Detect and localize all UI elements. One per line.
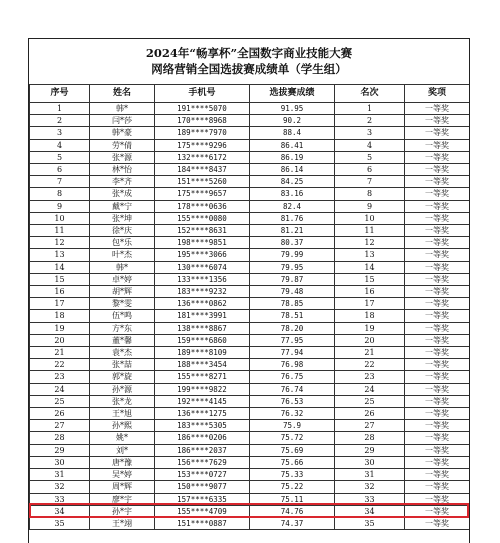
- cell-rank: 32: [335, 481, 405, 493]
- cell-score: 76.53: [250, 395, 335, 407]
- cell-seq: 5: [30, 151, 90, 163]
- table-row: [30, 298, 470, 310]
- table-row: [30, 188, 470, 200]
- cell-phone: 152****8631: [155, 225, 250, 237]
- cell-phone: 191****5070: [155, 103, 250, 115]
- table-row: [30, 359, 470, 371]
- cell-name: 闫*莎: [90, 115, 155, 127]
- cell-seq: 3: [30, 127, 90, 139]
- cell-phone: 155****0080: [155, 212, 250, 224]
- cell-name: 周*辉: [90, 481, 155, 493]
- cell-rank: 29: [335, 444, 405, 456]
- table-row: [30, 310, 470, 322]
- cell-rank: 22: [335, 359, 405, 371]
- cell-rank: 30: [335, 456, 405, 468]
- cell-award: 一等奖: [405, 420, 470, 432]
- cell-award: 一等奖: [405, 286, 470, 298]
- cell-score: 76.32: [250, 408, 335, 420]
- score-sheet-page: [28, 38, 470, 543]
- cell-rank: 25: [335, 395, 405, 407]
- cell-score: 79.48: [250, 286, 335, 298]
- cell-award: 一等奖: [405, 273, 470, 285]
- cell-name: 吴*婷: [90, 469, 155, 481]
- table-header-row: [30, 85, 470, 103]
- table-row: [30, 261, 470, 273]
- cell-score: 86.41: [250, 139, 335, 151]
- cell-award: 一等奖: [405, 359, 470, 371]
- cell-rank: 12: [335, 237, 405, 249]
- cell-phone: 175****9657: [155, 188, 250, 200]
- cell-phone: 186****0206: [155, 432, 250, 444]
- cell-score: 86.14: [250, 164, 335, 176]
- cell-rank: 33: [335, 493, 405, 505]
- cell-score: 77.94: [250, 347, 335, 359]
- table-row: [30, 456, 470, 468]
- cell-seq: 31: [30, 469, 90, 481]
- cell-seq: 30: [30, 456, 90, 468]
- cell-seq: 17: [30, 298, 90, 310]
- cell-name: 王*旭: [90, 408, 155, 420]
- cell-score: 79.99: [250, 249, 335, 261]
- cell-rank: 20: [335, 334, 405, 346]
- cell-award: 一等奖: [405, 505, 470, 517]
- cell-name: 叶*杰: [90, 249, 155, 261]
- cell-rank: 18: [335, 310, 405, 322]
- table-row: [30, 164, 470, 176]
- cell-seq: 23: [30, 371, 90, 383]
- cell-rank: 8: [335, 188, 405, 200]
- table-row: [30, 176, 470, 188]
- cell-phone: 136****0862: [155, 298, 250, 310]
- cell-award: 一等奖: [405, 212, 470, 224]
- cell-score: 79.87: [250, 273, 335, 285]
- cell-phone: 138****8867: [155, 322, 250, 334]
- cell-name: 袁*杰: [90, 347, 155, 359]
- cell-seq: 27: [30, 420, 90, 432]
- cell-award: 一等奖: [405, 395, 470, 407]
- table-row: [30, 493, 470, 505]
- cell-name: 王*翊: [90, 517, 155, 529]
- cell-score: 75.22: [250, 481, 335, 493]
- table-row: [30, 444, 470, 456]
- cell-award: 一等奖: [405, 176, 470, 188]
- table-row: [30, 347, 470, 359]
- cell-name: 林*怡: [90, 164, 155, 176]
- column-header-name: 姓名: [90, 85, 155, 103]
- table-row: [30, 432, 470, 444]
- cell-award: 一等奖: [405, 456, 470, 468]
- cell-rank: 7: [335, 176, 405, 188]
- cell-score: 81.21: [250, 225, 335, 237]
- table-row: [30, 249, 470, 261]
- cell-score: 75.66: [250, 456, 335, 468]
- cell-rank: 14: [335, 261, 405, 273]
- cell-score: 75.11: [250, 493, 335, 505]
- table-row: [30, 115, 470, 127]
- cell-name: 孙*源: [90, 383, 155, 395]
- cell-seq: 24: [30, 383, 90, 395]
- table-row: [30, 408, 470, 420]
- cell-phone: 133****1356: [155, 273, 250, 285]
- cell-rank: 17: [335, 298, 405, 310]
- cell-rank: 9: [335, 200, 405, 212]
- cell-seq: 11: [30, 225, 90, 237]
- cell-seq: 26: [30, 408, 90, 420]
- cell-seq: 35: [30, 517, 90, 529]
- cell-seq: 6: [30, 164, 90, 176]
- cell-name: 韩*: [90, 261, 155, 273]
- cell-rank: 31: [335, 469, 405, 481]
- cell-rank: 23: [335, 371, 405, 383]
- cell-score: 74.76: [250, 505, 335, 517]
- cell-rank: 15: [335, 273, 405, 285]
- cell-seq: 16: [30, 286, 90, 298]
- cell-score: 76.75: [250, 371, 335, 383]
- cell-phone: 130****6074: [155, 261, 250, 273]
- cell-score: 81.76: [250, 212, 335, 224]
- cell-name: 董*馨: [90, 334, 155, 346]
- cell-rank: 28: [335, 432, 405, 444]
- cell-award: 一等奖: [405, 237, 470, 249]
- cell-award: 一等奖: [405, 164, 470, 176]
- cell-phone: 153****0727: [155, 469, 250, 481]
- cell-name: 徐*庆: [90, 225, 155, 237]
- cell-name: 张*喆: [90, 359, 155, 371]
- cell-rank: 27: [335, 420, 405, 432]
- cell-award: 一等奖: [405, 469, 470, 481]
- cell-phone: 188****3454: [155, 359, 250, 371]
- table-row: [30, 103, 470, 115]
- cell-award: 一等奖: [405, 408, 470, 420]
- cell-score: 75.72: [250, 432, 335, 444]
- cell-award: 一等奖: [405, 444, 470, 456]
- cell-score: 75.33: [250, 469, 335, 481]
- cell-rank: 21: [335, 347, 405, 359]
- cell-name: 劳*倩: [90, 139, 155, 151]
- cell-phone: 178****0636: [155, 200, 250, 212]
- cell-phone: 155****4709: [155, 505, 250, 517]
- cell-rank: 1: [335, 103, 405, 115]
- cell-score: 74.37: [250, 517, 335, 529]
- cell-seq: 32: [30, 481, 90, 493]
- cell-phone: 151****0887: [155, 517, 250, 529]
- cell-rank: 4: [335, 139, 405, 151]
- cell-score: 78.51: [250, 310, 335, 322]
- cell-name: 戴*宁: [90, 200, 155, 212]
- cell-score: 84.25: [250, 176, 335, 188]
- table-row: [30, 395, 470, 407]
- table-row: [30, 420, 470, 432]
- cell-seq: 9: [30, 200, 90, 212]
- cell-seq: 15: [30, 273, 90, 285]
- cell-phone: 186****2037: [155, 444, 250, 456]
- cell-phone: 175****9296: [155, 139, 250, 151]
- score-table: [29, 84, 470, 530]
- cell-score: 78.20: [250, 322, 335, 334]
- cell-seq: 22: [30, 359, 90, 371]
- cell-score: 83.16: [250, 188, 335, 200]
- cell-name: 张*龙: [90, 395, 155, 407]
- cell-seq: 4: [30, 139, 90, 151]
- cell-rank: 13: [335, 249, 405, 261]
- table-row: [30, 237, 470, 249]
- cell-award: 一等奖: [405, 115, 470, 127]
- cell-score: 78.85: [250, 298, 335, 310]
- cell-name: 韩*: [90, 103, 155, 115]
- cell-seq: 29: [30, 444, 90, 456]
- cell-award: 一等奖: [405, 322, 470, 334]
- cell-award: 一等奖: [405, 347, 470, 359]
- table-row: [30, 151, 470, 163]
- cell-award: 一等奖: [405, 310, 470, 322]
- cell-phone: 195****3066: [155, 249, 250, 261]
- cell-seq: 13: [30, 249, 90, 261]
- cell-award: 一等奖: [405, 383, 470, 395]
- cell-award: 一等奖: [405, 334, 470, 346]
- cell-score: 86.19: [250, 151, 335, 163]
- cell-seq: 21: [30, 347, 90, 359]
- cell-award: 一等奖: [405, 261, 470, 273]
- cell-name: 韩*豪: [90, 127, 155, 139]
- cell-phone: 155****8271: [155, 371, 250, 383]
- column-header-phone: 手机号: [155, 85, 250, 103]
- cell-name: 刘*: [90, 444, 155, 456]
- cell-score: 76.98: [250, 359, 335, 371]
- table-row: [30, 286, 470, 298]
- cell-rank: 2: [335, 115, 405, 127]
- cell-seq: 20: [30, 334, 90, 346]
- cell-award: 一等奖: [405, 188, 470, 200]
- cell-award: 一等奖: [405, 481, 470, 493]
- column-header-award: 奖项: [405, 85, 470, 103]
- cell-rank: 11: [335, 225, 405, 237]
- cell-name: 胡*辉: [90, 286, 155, 298]
- table-row: [30, 334, 470, 346]
- cell-rank: 6: [335, 164, 405, 176]
- cell-phone: 183****9232: [155, 286, 250, 298]
- table-row: [30, 273, 470, 285]
- cell-name: 张*坤: [90, 212, 155, 224]
- table-row: [30, 127, 470, 139]
- cell-score: 82.4: [250, 200, 335, 212]
- cell-award: 一等奖: [405, 517, 470, 529]
- cell-name: 姚*: [90, 432, 155, 444]
- cell-seq: 2: [30, 115, 90, 127]
- cell-award: 一等奖: [405, 127, 470, 139]
- cell-phone: 159****6860: [155, 334, 250, 346]
- table-body: [30, 103, 470, 530]
- table-row: [30, 225, 470, 237]
- cell-phone: 157****6335: [155, 493, 250, 505]
- table-row: [30, 200, 470, 212]
- table-row: [30, 469, 470, 481]
- table-row: [30, 383, 470, 395]
- cell-seq: 19: [30, 322, 90, 334]
- table-row: [30, 517, 470, 529]
- cell-rank: 34: [335, 505, 405, 517]
- cell-award: 一等奖: [405, 200, 470, 212]
- cell-award: 一等奖: [405, 493, 470, 505]
- cell-score: 79.95: [250, 261, 335, 273]
- cell-rank: 16: [335, 286, 405, 298]
- cell-score: 76.74: [250, 383, 335, 395]
- cell-rank: 19: [335, 322, 405, 334]
- cell-seq: 25: [30, 395, 90, 407]
- cell-rank: 3: [335, 127, 405, 139]
- cell-score: 91.95: [250, 103, 335, 115]
- cell-award: 一等奖: [405, 151, 470, 163]
- cell-phone: 192****4145: [155, 395, 250, 407]
- cell-score: 88.4: [250, 127, 335, 139]
- cell-phone: 183****5305: [155, 420, 250, 432]
- cell-phone: 189****8109: [155, 347, 250, 359]
- title-block: [29, 39, 469, 84]
- cell-award: 一等奖: [405, 103, 470, 115]
- cell-name: 张*源: [90, 151, 155, 163]
- cell-score: 90.2: [250, 115, 335, 127]
- cell-name: 包*乐: [90, 237, 155, 249]
- cell-name: 黎*雯: [90, 298, 155, 310]
- cell-rank: 5: [335, 151, 405, 163]
- cell-rank: 26: [335, 408, 405, 420]
- cell-award: 一等奖: [405, 139, 470, 151]
- cell-seq: 10: [30, 212, 90, 224]
- cell-phone: 199****9822: [155, 383, 250, 395]
- column-header-rank-number: 序号: [30, 85, 90, 103]
- cell-phone: 150****9077: [155, 481, 250, 493]
- cell-name: 郭*旋: [90, 371, 155, 383]
- cell-seq: 34: [30, 505, 90, 517]
- cell-phone: 136****1275: [155, 408, 250, 420]
- cell-name: 孙*宇: [90, 505, 155, 517]
- cell-phone: 156****7629: [155, 456, 250, 468]
- cell-award: 一等奖: [405, 298, 470, 310]
- cell-phone: 184****8437: [155, 164, 250, 176]
- cell-phone: 132****6172: [155, 151, 250, 163]
- table-row: [30, 371, 470, 383]
- cell-name: 李*齐: [90, 176, 155, 188]
- cell-name: 廖*宇: [90, 493, 155, 505]
- column-header-score: 选拔赛成绩: [250, 85, 335, 103]
- cell-rank: 24: [335, 383, 405, 395]
- document-title: 2024年“畅享杯”全国数字商业技能大赛: [145, 46, 353, 60]
- document-subtitle: 网络营销全国选拔赛成绩单（学生组）: [151, 62, 347, 76]
- table-row: [30, 481, 470, 493]
- cell-seq: 33: [30, 493, 90, 505]
- cell-phone: 198****9851: [155, 237, 250, 249]
- cell-name: 张*成: [90, 188, 155, 200]
- table-row: [30, 505, 470, 517]
- table-row: [30, 212, 470, 224]
- cell-phone: 181****3991: [155, 310, 250, 322]
- cell-name: 伍*鸣: [90, 310, 155, 322]
- cell-name: 卓*婷: [90, 273, 155, 285]
- cell-name: 孙*熙: [90, 420, 155, 432]
- cell-award: 一等奖: [405, 225, 470, 237]
- cell-seq: 12: [30, 237, 90, 249]
- cell-award: 一等奖: [405, 371, 470, 383]
- cell-phone: 170****8968: [155, 115, 250, 127]
- cell-seq: 8: [30, 188, 90, 200]
- cell-score: 80.37: [250, 237, 335, 249]
- cell-score: 77.95: [250, 334, 335, 346]
- table-row: [30, 322, 470, 334]
- cell-seq: 28: [30, 432, 90, 444]
- column-header-position: 名次: [335, 85, 405, 103]
- cell-phone: 189****7970: [155, 127, 250, 139]
- cell-seq: 7: [30, 176, 90, 188]
- cell-score: 75.69: [250, 444, 335, 456]
- cell-seq: 18: [30, 310, 90, 322]
- cell-score: 75.9: [250, 420, 335, 432]
- cell-award: 一等奖: [405, 432, 470, 444]
- table-row: [30, 139, 470, 151]
- cell-seq: 1: [30, 103, 90, 115]
- cell-phone: 151****5260: [155, 176, 250, 188]
- cell-award: 一等奖: [405, 249, 470, 261]
- cell-rank: 10: [335, 212, 405, 224]
- cell-seq: 14: [30, 261, 90, 273]
- cell-name: 方*东: [90, 322, 155, 334]
- cell-rank: 35: [335, 517, 405, 529]
- cell-name: 唐*豫: [90, 456, 155, 468]
